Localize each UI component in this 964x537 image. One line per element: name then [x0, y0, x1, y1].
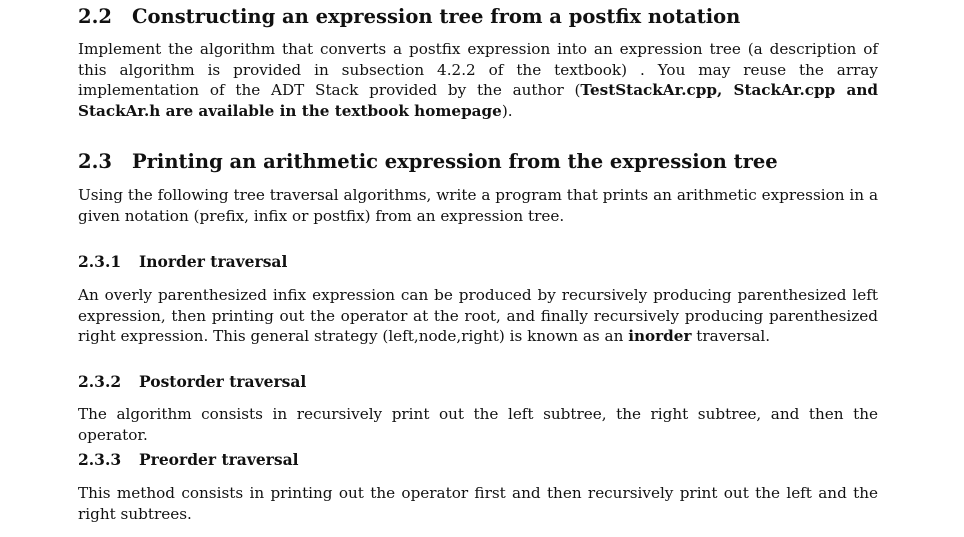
- section-title: Printing an arithmetic expression from the expression tree: [132, 150, 778, 173]
- subsection-number: 2.3.1: [78, 252, 122, 271]
- section-number: 2.2: [78, 5, 112, 28]
- section-heading-2-3: [78, 150, 778, 174]
- subsection-number: 2.3.3: [78, 450, 122, 469]
- subsection-title: Inorder traversal: [139, 252, 288, 271]
- subsection-heading-2-3-3: [78, 450, 299, 470]
- paragraph-bold-text: inorder: [628, 327, 692, 346]
- paragraph-bold-text: TestStackAr.cpp, StackAr.cpp and StackAr.h are available in the textbook homepage: [78, 81, 878, 121]
- section-title: Constructing an expression tree from a postfix notation: [132, 5, 741, 28]
- section-heading-2-2: [78, 5, 740, 29]
- paragraph-text: Implement the algorithm that converts a postfix expression into an expression tree (a description of this algorithm is provided in subsection 4.2.2 of the textbook) . You may reuse the array implementation of the ADT Stack provided by the author (: [78, 40, 878, 100]
- section-2-3-paragraph: Using the following tree traversal algorithms, write a program that prints an arithmetic expression in a given notation (prefix, infix or postfix) from an expression tree.: [78, 186, 878, 225]
- subsection-2-3-2-paragraph: The algorithm consists in recursively print out the left subtree, the right subtree, and then the operator.: [78, 405, 878, 444]
- subsection-title: Preorder traversal: [139, 450, 299, 469]
- section-number: 2.3: [78, 150, 112, 173]
- paragraph-text: ).: [501, 102, 513, 121]
- subsection-title: Postorder traversal: [139, 372, 307, 391]
- subsection-heading-2-3-2: [78, 372, 306, 392]
- paragraph-text: An overly parenthesized infix expression can be produced by recursively producing parenthesized left expression, then printing out the operator at the root, and finally recursively producing parenthesized right expression. This general strategy (left,node,right) is known as an: [78, 286, 878, 346]
- paragraph-text: traversal.: [691, 327, 771, 346]
- subsection-number: 2.3.2: [78, 372, 122, 391]
- subsection-2-3-3-paragraph: This method consists in printing out the operator first and then recursively print out the left and the right subtrees.: [78, 484, 878, 523]
- subsection-heading-2-3-1: [78, 252, 287, 272]
- section-2-2-paragraph: [78, 39, 878, 122]
- subsection-2-3-1-paragraph: [78, 285, 878, 347]
